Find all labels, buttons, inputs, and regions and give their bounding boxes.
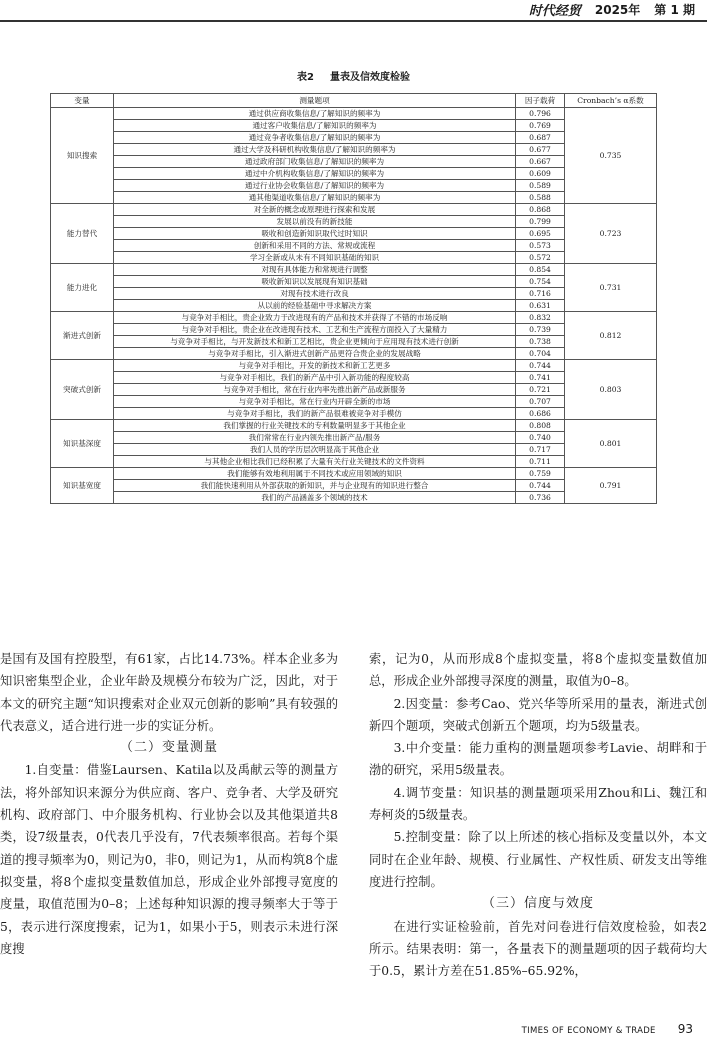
issue-number: 第 1 期	[654, 2, 695, 17]
loading-cell: 0.588	[516, 192, 565, 204]
alpha-cell: 0.735	[565, 108, 657, 204]
loading-cell: 0.799	[516, 216, 565, 228]
alpha-cell: 0.803	[565, 360, 657, 420]
loading-cell: 0.573	[516, 240, 565, 252]
item-cell: 与竞争对手相比，贵企业致力于改进现有的产品和技术并获得了不错的市场反响	[114, 312, 516, 324]
loading-cell: 0.738	[516, 336, 565, 348]
loading-cell: 0.808	[516, 420, 565, 432]
loading-cell: 0.695	[516, 228, 565, 240]
loading-cell: 0.686	[516, 408, 565, 420]
loading-cell: 0.589	[516, 180, 565, 192]
table-row	[51, 420, 657, 432]
item-cell: 与竞争对手相比，与开发新技术和新工艺相比，贵企业更倾向于应用现有技术进行创新	[114, 336, 516, 348]
variable-cell: 渐进式创新	[51, 312, 114, 360]
table-row	[51, 312, 657, 324]
paragraph: 索，记为0，从而形成8个虚拟变量，将8个虚拟变量数值加总，形成企业外部搜寻深度的测量，取值为0–8。	[369, 652, 707, 689]
page-number: 93	[677, 1022, 693, 1036]
page-footer	[522, 1022, 693, 1036]
loading-cell: 0.796	[516, 108, 565, 120]
alpha-cell: 0.791	[565, 468, 657, 504]
loading-cell: 0.769	[516, 120, 565, 132]
paragraph: 在进行实证检验前，首先对问卷进行信效度检验，如表2所示。结果表明：第一，各量表下的测量题项的因子载荷均大于0.5，累计方差在51.85%–65.92%，	[369, 919, 707, 979]
paragraph: 2.因变量：参考Cao、党兴华等所采用的量表，渐进式创新四个题项，突破式创新五个题项，均为5级量表。	[369, 696, 707, 733]
loading-cell: 0.717	[516, 444, 565, 456]
alpha-cell: 0.723	[565, 204, 657, 264]
item-cell: 吸收和创造新知识取代过时知识	[114, 228, 516, 240]
item-cell: 学习全新或从未有不同知识基础的知识	[114, 252, 516, 264]
table-body	[51, 108, 657, 504]
item-cell: 与竞争对手相比，我们的新产品很难被竞争对手模仿	[114, 408, 516, 420]
issue-year: 2025年	[594, 2, 641, 17]
loading-cell: 0.631	[516, 300, 565, 312]
loading-cell: 0.721	[516, 384, 565, 396]
item-cell: 通过行业协会收集信息/了解知识的频率为	[114, 180, 516, 192]
item-cell: 我们的产品涵盖多个领域的技术	[114, 492, 516, 504]
variable-cell: 能力替代	[51, 204, 114, 264]
loading-cell: 0.854	[516, 264, 565, 276]
item-cell: 与竞争对手相比，贵企业在改进现有技术、工艺和生产流程方面投入了大量精力	[114, 324, 516, 336]
loading-cell: 0.687	[516, 132, 565, 144]
table-number: 表2	[297, 72, 314, 83]
loading-cell: 0.740	[516, 432, 565, 444]
alpha-cell: 0.731	[565, 264, 657, 312]
item-cell: 我们人员的学历层次明显高于其他企业	[114, 444, 516, 456]
header-variable: 变量	[51, 94, 114, 108]
table-row	[51, 468, 657, 480]
item-cell: 对全新的概念或原理进行探索和发展	[114, 204, 516, 216]
item-cell: 通过客户收集信息/了解知识的频率为	[114, 120, 516, 132]
variable-cell: 能力进化	[51, 264, 114, 312]
alpha-cell: 0.801	[565, 420, 657, 468]
variable-cell: 知识基宽度	[51, 468, 114, 504]
item-cell: 与竞争对手相比，我们的新产品中引入新功能的程度较高	[114, 372, 516, 384]
section-heading: （二）变量测量	[119, 740, 218, 756]
journal-name: 时代经贸	[528, 3, 581, 19]
item-cell: 与竞争对手相比，开发的新技术和新工艺更多	[114, 360, 516, 372]
loading-cell: 0.704	[516, 348, 565, 360]
item-cell: 与竞争对手相比，引入渐进式创新产品更符合贵企业的发展战略	[114, 348, 516, 360]
journal-english-name: TIMES OF ECONOMY & TRADE	[521, 1026, 656, 1036]
loading-cell: 0.741	[516, 372, 565, 384]
item-cell: 通过中介机构收集信息/了解知识的频率为	[114, 168, 516, 180]
item-cell: 我们能够有效地利用属于不同技术或应用领域的知识	[114, 468, 516, 480]
loading-cell: 0.572	[516, 252, 565, 264]
paragraph: 1.自变量：借鉴Laursen、Katila以及禹献云等的测量方法，将外部知识来源分为供应商、客户、竞争者、大学及研究机构、政府部门、中介服务机构、行业协会以及其他渠道共8类，设7级量表，0代表几乎没有，7代表频率很高。若每个渠道的搜寻频率为0，则记为0，非0，则记为1，从而构筑8个虚拟变量，将8个虚拟变量数值加总，形成企业外部搜寻宽度的度量，取值范围为0–8；上述每种知识源的搜寻频率大于等于5，表示进行深度搜索，记为1，如果小于5，则表示未进行深度搜	[0, 763, 338, 956]
variable-cell: 突破式创新	[51, 360, 114, 420]
loading-cell: 0.739	[516, 324, 565, 336]
item-cell: 我们常常在行业内领先推出新产品/服务	[114, 432, 516, 444]
loading-cell: 0.868	[516, 204, 565, 216]
item-cell: 通过政府部门收集信息/了解知识的频率为	[114, 156, 516, 168]
left-column	[0, 648, 338, 960]
loading-cell: 0.759	[516, 468, 565, 480]
loading-cell: 0.667	[516, 156, 565, 168]
loading-cell: 0.707	[516, 396, 565, 408]
item-cell: 发展以前没有的新技能	[114, 216, 516, 228]
variable-cell: 知识搜索	[51, 108, 114, 204]
loading-cell: 0.744	[516, 360, 565, 372]
header-loading: 因子载荷	[516, 94, 565, 108]
loading-cell: 0.736	[516, 492, 565, 504]
item-cell: 对现有具体能力和常规进行调整	[114, 264, 516, 276]
table-row	[51, 204, 657, 216]
paragraph: 是国有及国有控股型，有61家，占比14.73%。样本企业多为知识密集型企业，企业年龄及规模分布较为广泛，因此，对于本文的研究主题“知识搜索对企业双元创新的影响”具有较强的代表意义，适合进行进一步的实证分析。	[0, 652, 338, 733]
item-cell: 我们掌握的行业关键技术的专利数量明显多于其他企业	[114, 420, 516, 432]
item-cell: 与竞争对手相比，常在行业内开辟全新的市场	[114, 396, 516, 408]
header-rule	[0, 20, 707, 22]
loading-cell: 0.754	[516, 276, 565, 288]
item-cell: 通过大学及科研机构收集信息/了解知识的频率为	[114, 144, 516, 156]
table-header-row	[51, 94, 657, 108]
paragraph: 3.中介变量：能力重构的测量题项参考Lavie、胡畔和于渤的研究，采用5级量表。	[369, 741, 707, 778]
item-cell: 通过竞争者收集信息/了解知识的频率为	[114, 132, 516, 144]
table-caption	[0, 68, 707, 83]
paragraph: 4.调节变量：知识基的测量题项采用Zhou和Li、魏江和寿柯炎的5级量表。	[369, 785, 707, 823]
right-column	[369, 648, 707, 982]
item-cell: 与其他企业相比我们已经积累了大量有关行业关键技术的文件资料	[114, 456, 516, 468]
item-cell: 我们能快速利用从外部获取的新知识，并与企业现有的知识进行整合	[114, 480, 516, 492]
scale-validity-table	[50, 93, 657, 504]
item-cell: 通过供应商收集信息/了解知识的频率为	[114, 108, 516, 120]
section-heading: （三）信度与效度	[481, 896, 594, 912]
loading-cell: 0.832	[516, 312, 565, 324]
loading-cell: 0.677	[516, 144, 565, 156]
variable-cell: 知识基深度	[51, 420, 114, 468]
item-cell: 与竞争对手相比，常在行业内率先推出新产品或新服务	[114, 384, 516, 396]
table-row	[51, 360, 657, 372]
loading-cell: 0.716	[516, 288, 565, 300]
table-title: 量表及信效度检验	[329, 72, 410, 83]
table-row	[51, 108, 657, 120]
header-item: 测量题项	[114, 94, 516, 108]
loading-cell: 0.609	[516, 168, 565, 180]
item-cell: 从以前的经验基础中寻求解决方案	[114, 300, 516, 312]
running-header	[529, 0, 695, 18]
table-row	[51, 264, 657, 276]
paragraph: 5.控制变量：除了以上所述的核心指标及变量以外，本文同时在企业年龄、规模、行业属性、产权性质、研发支出等维度进行控制。	[369, 830, 707, 889]
header-alpha: Cronbach’s α系数	[565, 94, 657, 108]
item-cell: 创新和采用不同的方法、常规或流程	[114, 240, 516, 252]
alpha-cell: 0.812	[565, 312, 657, 360]
item-cell: 通其他渠道收集信息/了解知识的频率为	[114, 192, 516, 204]
loading-cell: 0.711	[516, 456, 565, 468]
item-cell: 吸收新知识以发展现有知识基础	[114, 276, 516, 288]
loading-cell: 0.744	[516, 480, 565, 492]
item-cell: 对现有技术进行改良	[114, 288, 516, 300]
